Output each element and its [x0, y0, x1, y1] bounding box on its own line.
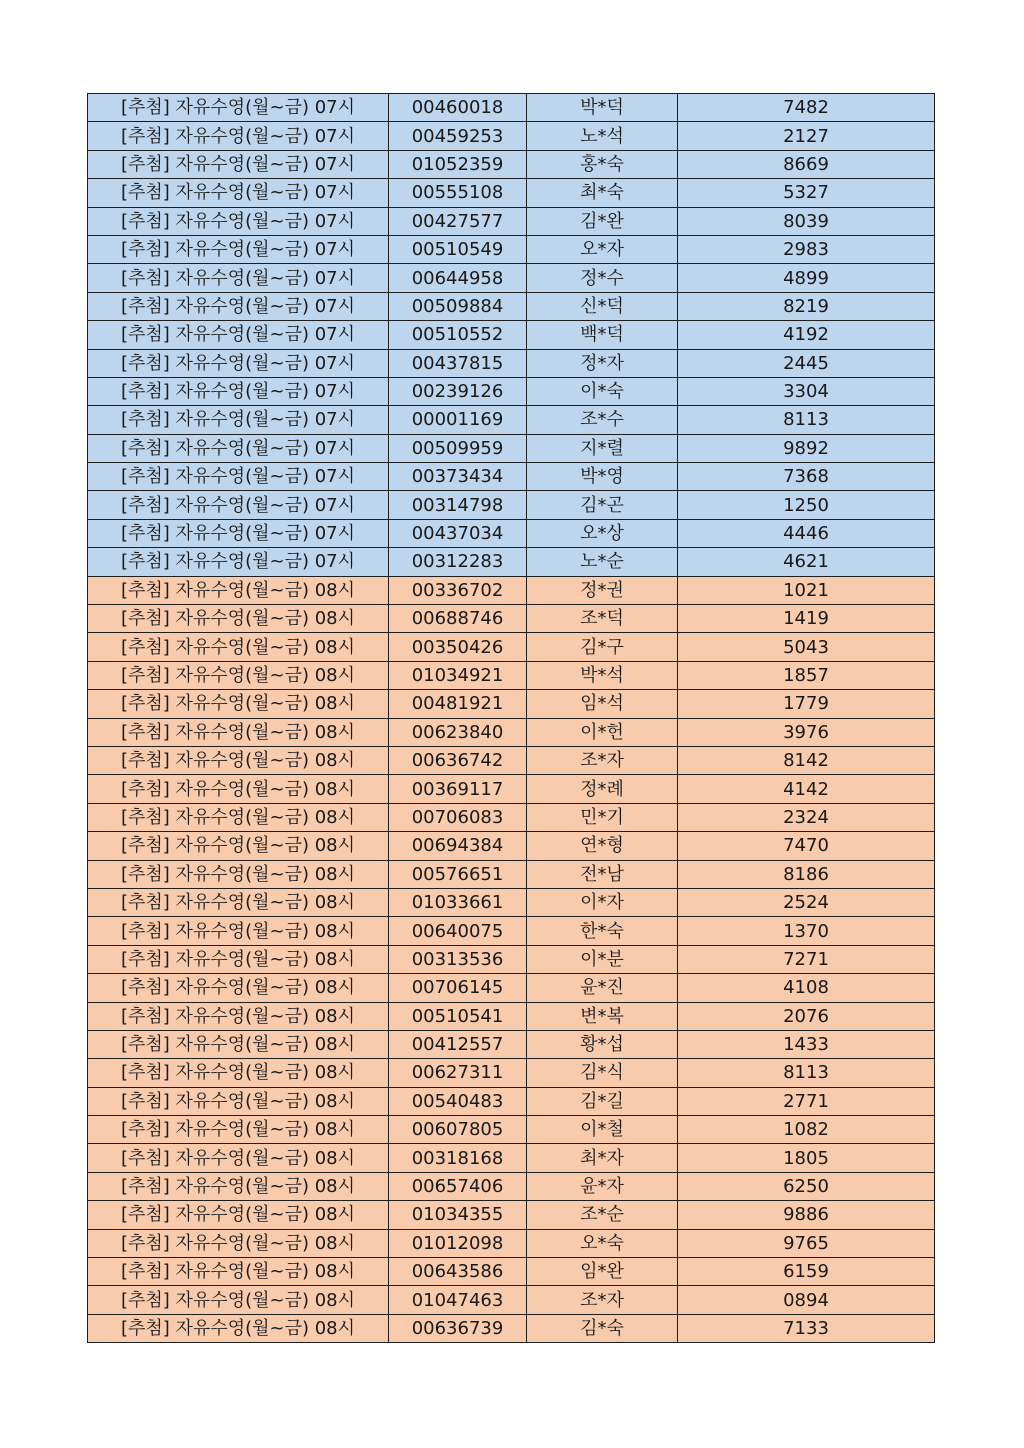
name-cell: 조*순: [527, 1201, 678, 1229]
table-row: [88, 292, 935, 320]
program-cell: [추첨] 자유수영(월~금) 07시: [88, 491, 389, 519]
code-cell: 2983: [678, 235, 935, 263]
code-cell: 2324: [678, 803, 935, 831]
member-number-cell: 00694384: [389, 832, 527, 860]
name-cell: 변*복: [527, 1002, 678, 1030]
name-cell: 박*덕: [527, 94, 678, 122]
name-cell: 조*자: [527, 1286, 678, 1314]
program-cell: [추첨] 자유수영(월~금) 08시: [88, 945, 389, 973]
name-cell: 정*수: [527, 264, 678, 292]
name-cell: 한*숙: [527, 917, 678, 945]
code-cell: 1370: [678, 917, 935, 945]
name-cell: 박*영: [527, 463, 678, 491]
code-cell: 2127: [678, 122, 935, 150]
table-row: [88, 1229, 935, 1257]
table-row: [88, 633, 935, 661]
member-number-cell: 00636742: [389, 746, 527, 774]
member-number-cell: 00350426: [389, 633, 527, 661]
name-cell: 민*기: [527, 803, 678, 831]
name-cell: 이*철: [527, 1116, 678, 1144]
table-row: [88, 775, 935, 803]
program-cell: [추첨] 자유수영(월~금) 08시: [88, 1258, 389, 1286]
program-cell: [추첨] 자유수영(월~금) 07시: [88, 122, 389, 150]
name-cell: 황*섭: [527, 1030, 678, 1058]
program-cell: [추첨] 자유수영(월~금) 07시: [88, 519, 389, 547]
table-row: [88, 406, 935, 434]
member-number-cell: 00540483: [389, 1087, 527, 1115]
member-number-cell: 00336702: [389, 576, 527, 604]
name-cell: 이*숙: [527, 377, 678, 405]
member-number-cell: 00427577: [389, 207, 527, 235]
program-cell: [추첨] 자유수영(월~금) 08시: [88, 1314, 389, 1342]
table-row: [88, 605, 935, 633]
name-cell: 오*자: [527, 235, 678, 263]
member-number-cell: 00412557: [389, 1030, 527, 1058]
member-number-cell: 00437034: [389, 519, 527, 547]
member-number-cell: 01047463: [389, 1286, 527, 1314]
name-cell: 조*덕: [527, 605, 678, 633]
code-cell: 0894: [678, 1286, 935, 1314]
program-cell: [추첨] 자유수영(월~금) 08시: [88, 576, 389, 604]
code-cell: 3976: [678, 718, 935, 746]
program-cell: [추첨] 자유수영(월~금) 07시: [88, 321, 389, 349]
member-number-cell: 00373434: [389, 463, 527, 491]
name-cell: 전*남: [527, 860, 678, 888]
member-number-cell: 00509884: [389, 292, 527, 320]
table-row: [88, 1059, 935, 1087]
name-cell: 오*상: [527, 519, 678, 547]
name-cell: 홍*숙: [527, 150, 678, 178]
code-cell: 5327: [678, 179, 935, 207]
table-row: [88, 718, 935, 746]
table-row: [88, 860, 935, 888]
program-cell: [추첨] 자유수영(월~금) 08시: [88, 888, 389, 916]
name-cell: 김*곤: [527, 491, 678, 519]
program-cell: [추첨] 자유수영(월~금) 07시: [88, 264, 389, 292]
name-cell: 조*자: [527, 746, 678, 774]
name-cell: 조*수: [527, 406, 678, 434]
program-cell: [추첨] 자유수영(월~금) 07시: [88, 349, 389, 377]
member-number-cell: 00643586: [389, 1258, 527, 1286]
code-cell: 3304: [678, 377, 935, 405]
member-number-cell: 00555108: [389, 179, 527, 207]
code-cell: 2524: [678, 888, 935, 916]
code-cell: 8113: [678, 406, 935, 434]
member-number-cell: 00239126: [389, 377, 527, 405]
name-cell: 최*숙: [527, 179, 678, 207]
program-cell: [추첨] 자유수영(월~금) 08시: [88, 1144, 389, 1172]
name-cell: 김*식: [527, 1059, 678, 1087]
code-cell: 6159: [678, 1258, 935, 1286]
member-number-cell: 00623840: [389, 718, 527, 746]
table-body: [88, 94, 935, 1343]
name-cell: 정*자: [527, 349, 678, 377]
name-cell: 신*덕: [527, 292, 678, 320]
name-cell: 박*석: [527, 661, 678, 689]
member-number-cell: 00576651: [389, 860, 527, 888]
member-number-cell: 00640075: [389, 917, 527, 945]
name-cell: 이*분: [527, 945, 678, 973]
member-number-cell: 00636739: [389, 1314, 527, 1342]
code-cell: 7368: [678, 463, 935, 491]
code-cell: 7470: [678, 832, 935, 860]
program-cell: [추첨] 자유수영(월~금) 08시: [88, 1059, 389, 1087]
program-cell: [추첨] 자유수영(월~금) 07시: [88, 94, 389, 122]
code-cell: 7271: [678, 945, 935, 973]
code-cell: 8113: [678, 1059, 935, 1087]
table-row: [88, 349, 935, 377]
table-row: [88, 94, 935, 122]
name-cell: 오*숙: [527, 1229, 678, 1257]
program-cell: [추첨] 자유수영(월~금) 08시: [88, 974, 389, 1002]
name-cell: 임*완: [527, 1258, 678, 1286]
code-cell: 1419: [678, 605, 935, 633]
table-row: [88, 1002, 935, 1030]
member-number-cell: 00510549: [389, 235, 527, 263]
member-number-cell: 00706083: [389, 803, 527, 831]
code-cell: 1857: [678, 661, 935, 689]
name-cell: 윤*자: [527, 1172, 678, 1200]
member-number-cell: 00313536: [389, 945, 527, 973]
table-row: [88, 888, 935, 916]
member-number-cell: 01052359: [389, 150, 527, 178]
member-number-cell: 00460018: [389, 94, 527, 122]
program-cell: [추첨] 자유수영(월~금) 08시: [88, 605, 389, 633]
name-cell: 지*렬: [527, 434, 678, 462]
code-cell: 6250: [678, 1172, 935, 1200]
name-cell: 김*완: [527, 207, 678, 235]
table-row: [88, 1144, 935, 1172]
code-cell: 2445: [678, 349, 935, 377]
program-cell: [추첨] 자유수영(월~금) 07시: [88, 548, 389, 576]
table-row: [88, 1258, 935, 1286]
member-number-cell: 01012098: [389, 1229, 527, 1257]
program-cell: [추첨] 자유수영(월~금) 08시: [88, 1201, 389, 1229]
code-cell: 8219: [678, 292, 935, 320]
name-cell: 연*형: [527, 832, 678, 860]
program-cell: [추첨] 자유수영(월~금) 07시: [88, 406, 389, 434]
code-cell: 8186: [678, 860, 935, 888]
code-cell: 1021: [678, 576, 935, 604]
member-number-cell: 00314798: [389, 491, 527, 519]
member-number-cell: 01034921: [389, 661, 527, 689]
code-cell: 9892: [678, 434, 935, 462]
program-cell: [추첨] 자유수영(월~금) 07시: [88, 179, 389, 207]
table-row: [88, 150, 935, 178]
table-row: [88, 207, 935, 235]
program-cell: [추첨] 자유수영(월~금) 08시: [88, 1087, 389, 1115]
member-number-cell: 00510541: [389, 1002, 527, 1030]
program-cell: [추첨] 자유수영(월~금) 08시: [88, 633, 389, 661]
table-row: [88, 1116, 935, 1144]
code-cell: 8669: [678, 150, 935, 178]
table-row: [88, 974, 935, 1002]
code-cell: 4446: [678, 519, 935, 547]
name-cell: 이*자: [527, 888, 678, 916]
name-cell: 김*길: [527, 1087, 678, 1115]
program-cell: [추첨] 자유수영(월~금) 08시: [88, 1172, 389, 1200]
code-cell: 2771: [678, 1087, 935, 1115]
program-cell: [추첨] 자유수영(월~금) 08시: [88, 832, 389, 860]
table-row: [88, 576, 935, 604]
program-cell: [추첨] 자유수영(월~금) 07시: [88, 434, 389, 462]
table-row: [88, 519, 935, 547]
member-number-cell: 00607805: [389, 1116, 527, 1144]
name-cell: 노*순: [527, 548, 678, 576]
table-row: [88, 321, 935, 349]
program-cell: [추첨] 자유수영(월~금) 08시: [88, 690, 389, 718]
table-row: [88, 1314, 935, 1342]
program-cell: [추첨] 자유수영(월~금) 07시: [88, 207, 389, 235]
table-row: [88, 1286, 935, 1314]
table-row: [88, 1172, 935, 1200]
program-cell: [추첨] 자유수영(월~금) 08시: [88, 1116, 389, 1144]
lottery-results-table: [87, 93, 935, 1343]
program-cell: [추첨] 자유수영(월~금) 08시: [88, 1002, 389, 1030]
member-number-cell: 00318168: [389, 1144, 527, 1172]
table-row: [88, 264, 935, 292]
code-cell: 4142: [678, 775, 935, 803]
member-number-cell: 00509959: [389, 434, 527, 462]
code-cell: 9765: [678, 1229, 935, 1257]
table-row: [88, 1201, 935, 1229]
code-cell: 4621: [678, 548, 935, 576]
table-row: [88, 803, 935, 831]
table-row: [88, 1087, 935, 1115]
code-cell: 5043: [678, 633, 935, 661]
name-cell: 임*석: [527, 690, 678, 718]
program-cell: [추첨] 자유수영(월~금) 08시: [88, 746, 389, 774]
table-row: [88, 235, 935, 263]
table-row: [88, 832, 935, 860]
program-cell: [추첨] 자유수영(월~금) 07시: [88, 377, 389, 405]
table-row: [88, 945, 935, 973]
member-number-cell: 00001169: [389, 406, 527, 434]
name-cell: 이*헌: [527, 718, 678, 746]
name-cell: 노*석: [527, 122, 678, 150]
program-cell: [추첨] 자유수영(월~금) 08시: [88, 1030, 389, 1058]
program-cell: [추첨] 자유수영(월~금) 08시: [88, 803, 389, 831]
code-cell: 7133: [678, 1314, 935, 1342]
member-number-cell: 00706145: [389, 974, 527, 1002]
program-cell: [추첨] 자유수영(월~금) 07시: [88, 150, 389, 178]
member-number-cell: 00644958: [389, 264, 527, 292]
code-cell: 2076: [678, 1002, 935, 1030]
code-cell: 1250: [678, 491, 935, 519]
code-cell: 8039: [678, 207, 935, 235]
name-cell: 정*례: [527, 775, 678, 803]
name-cell: 윤*진: [527, 974, 678, 1002]
member-number-cell: 00627311: [389, 1059, 527, 1087]
code-cell: 9886: [678, 1201, 935, 1229]
member-number-cell: 01034355: [389, 1201, 527, 1229]
program-cell: [추첨] 자유수영(월~금) 07시: [88, 235, 389, 263]
member-number-cell: 00688746: [389, 605, 527, 633]
member-number-cell: 01033661: [389, 888, 527, 916]
table-row: [88, 491, 935, 519]
member-number-cell: 00312283: [389, 548, 527, 576]
member-number-cell: 00369117: [389, 775, 527, 803]
code-cell: 4108: [678, 974, 935, 1002]
program-cell: [추첨] 자유수영(월~금) 08시: [88, 1286, 389, 1314]
table-row: [88, 746, 935, 774]
member-number-cell: 00481921: [389, 690, 527, 718]
code-cell: 4192: [678, 321, 935, 349]
table-row: [88, 917, 935, 945]
code-cell: 1082: [678, 1116, 935, 1144]
member-number-cell: 00459253: [389, 122, 527, 150]
name-cell: 최*자: [527, 1144, 678, 1172]
code-cell: 4899: [678, 264, 935, 292]
code-cell: 1805: [678, 1144, 935, 1172]
member-number-cell: 00657406: [389, 1172, 527, 1200]
name-cell: 정*권: [527, 576, 678, 604]
table-row: [88, 377, 935, 405]
code-cell: 1433: [678, 1030, 935, 1058]
program-cell: [추첨] 자유수영(월~금) 08시: [88, 775, 389, 803]
program-cell: [추첨] 자유수영(월~금) 08시: [88, 917, 389, 945]
table-row: [88, 1030, 935, 1058]
program-cell: [추첨] 자유수영(월~금) 07시: [88, 292, 389, 320]
table-row: [88, 179, 935, 207]
code-cell: 1779: [678, 690, 935, 718]
member-number-cell: 00510552: [389, 321, 527, 349]
program-cell: [추첨] 자유수영(월~금) 07시: [88, 463, 389, 491]
member-number-cell: 00437815: [389, 349, 527, 377]
code-cell: 8142: [678, 746, 935, 774]
name-cell: 김*구: [527, 633, 678, 661]
table-row: [88, 661, 935, 689]
code-cell: 7482: [678, 94, 935, 122]
program-cell: [추첨] 자유수영(월~금) 08시: [88, 718, 389, 746]
table-row: [88, 690, 935, 718]
name-cell: 백*덕: [527, 321, 678, 349]
table-row: [88, 463, 935, 491]
program-cell: [추첨] 자유수영(월~금) 08시: [88, 860, 389, 888]
name-cell: 김*숙: [527, 1314, 678, 1342]
table-row: [88, 434, 935, 462]
program-cell: [추첨] 자유수영(월~금) 08시: [88, 661, 389, 689]
table-row: [88, 122, 935, 150]
program-cell: [추첨] 자유수영(월~금) 08시: [88, 1229, 389, 1257]
table-row: [88, 548, 935, 576]
